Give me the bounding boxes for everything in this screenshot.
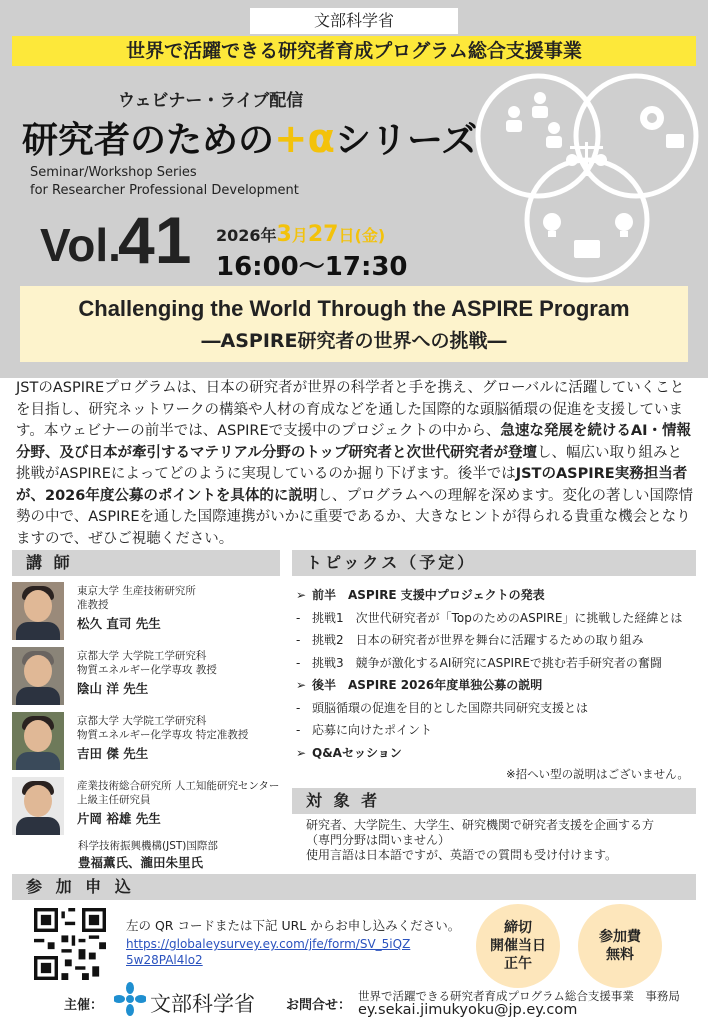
speaker-affiliation: 東京大学 生産技術研究所 准教授 <box>77 585 196 611</box>
jst-affiliation: 科学技術振興機構(JST)国際部 <box>78 840 218 852</box>
topic-item: ➢ 前半 ASPIRE 支援中プロジェクトの発表 <box>296 588 545 602</box>
contact-email[interactable]: ey.sekai.jimukyoku@jp.ey.com <box>358 1002 578 1018</box>
speaker-photo <box>12 712 64 770</box>
speaker-card <box>12 712 272 774</box>
gear-icon <box>640 106 684 148</box>
qr-code[interactable] <box>34 908 106 980</box>
speaker-card <box>12 582 272 644</box>
speaker-card <box>12 647 272 709</box>
target-line: 使用言語は日本語ですが、英語での質問も受け付けます。 <box>306 848 618 862</box>
date-month-unit: 月 <box>291 226 308 245</box>
target-line: 研究者、大学院生、大学生、研究機関で研究者支援を企画する方 <box>306 818 655 832</box>
topics-heading: トピックス（予定） <box>292 550 696 576</box>
host-name: 文部科学省 <box>150 992 255 1016</box>
deadline-badge: 締切 開催当日 正午 <box>476 904 560 988</box>
topic-item: ➢ Q&Aセッション <box>296 745 402 760</box>
speaker-photo <box>12 647 64 705</box>
event-date <box>216 222 385 247</box>
speaker-name: 松久 直司 先生 <box>77 616 161 631</box>
series-english-line1: Seminar/Workshop Series <box>30 165 197 180</box>
contact-organization: 世界で活躍できる研究者育成プログラム総合支援事業 事務局 <box>358 989 680 1003</box>
mext-logo-icon <box>114 982 146 1016</box>
speaker-photo <box>12 582 64 640</box>
series-prefix: 研究者のための <box>22 120 275 161</box>
topic-item: - 応募に向けたポイント <box>296 723 433 737</box>
chart-icon <box>574 240 600 258</box>
series-plus: +α <box>274 116 336 162</box>
jst-speakers: 豊福薫氏、瀧田朱里氏 <box>78 855 204 870</box>
intro-text-3: し、プログラムへの理解を深めます。変化の著しい国際情勢の中で、ASPIREを通した国際連携がいかに重要であるか、大きなヒントが得られる貴重な機会となりますので、ぜひご視聴ください。 <box>16 487 694 547</box>
topic-item: ➢ 後半 ASPIRE 2026年度単独公募の説明 <box>296 678 543 692</box>
series-suffix: シリーズ <box>335 120 478 161</box>
topic-item: - 頭脳循環の促進を目的とした国際共同研究支援とは <box>296 700 589 715</box>
target-audience <box>306 818 654 863</box>
registration-url-link[interactable]: https://globaleysurvey.ey.com/jfe/form/SV_5iQZ5w28PAl4lo2 <box>126 937 411 967</box>
seminar-title-box <box>20 286 688 362</box>
topic-item: - 挑戦3 競争が激化するAI研究にASPIREで挑む若手研究者の奮闘 <box>296 655 662 670</box>
registration-heading: 参 加 申 込 <box>12 874 696 900</box>
host-label: 主催： <box>64 998 104 1013</box>
fee-badge: 参加費 無料 <box>578 904 662 988</box>
date-day: 27 <box>307 222 339 247</box>
date-weekday: (金) <box>354 226 386 245</box>
date-month: 3 <box>276 222 292 247</box>
speaker-photo <box>12 777 64 835</box>
seminar-title-en: Challenging the World Through the ASPIRE Program <box>78 296 630 321</box>
vol-number: 41 <box>118 203 192 277</box>
program-banner: 世界で活躍できる研究者育成プログラム総合支援事業 <box>12 36 696 66</box>
intro-text-1: JSTのASPIREプログラムは、日本の研究者が世界の科学者と手を携え、グローバルに活躍していくことを目指し、研究ネットワークの構築や人材の育成などを通した国際的な頭脳循環の促進を支援しています。本ウェビナーの前半では、ASPIREで支援中のプロジェクトの中から、 <box>16 380 685 439</box>
registration-instruction: 左の QR コードまたは下記 URL からお申し込みください。 <box>126 918 461 933</box>
idea-icon <box>615 213 633 237</box>
intro-text-2: し、幅広い取り組みと挑戦がASPIREによってどのように実現しているのか掘り下げます。後半では <box>16 444 682 482</box>
event-time: 16:00～17:30 <box>216 252 408 282</box>
intro-bold-1: 急速な発展を続けるAI・情報分野、及び日本が牽引するマテリアル分野のトップ研究者と次世代研究者が登壇 <box>16 423 691 461</box>
people-icon <box>506 92 562 148</box>
speaker-name: 片岡 裕雄 先生 <box>77 811 161 826</box>
contact-label: お問合せ： <box>286 998 352 1013</box>
topic-item: - 挑戦2 日本の研究者が世界を舞台に活躍するための取り組み <box>296 633 644 647</box>
date-day-unit: 日 <box>338 226 355 245</box>
speaker-affiliation: 京都大学 大学院工学研究科 物質エネルギー化学専攻 教授 <box>77 650 217 676</box>
series-title <box>22 112 477 163</box>
speakers-heading: 講 師 <box>12 550 280 576</box>
speaker-name: 陰山 洋 先生 <box>77 681 149 696</box>
series-english-line2: for Researcher Professional Development <box>30 183 299 198</box>
topics-note: ※招へい型の説明はございません。 <box>506 767 689 781</box>
topic-item: - 挑戦1 次世代研究者が「TopのためのASPIRE」に挑戦した経緯とは <box>296 610 683 625</box>
lightbulb-icon <box>543 213 561 237</box>
speaker-affiliation: 京都大学 大学院工学研究科 物質エネルギー化学専攻 特定准教授 <box>77 715 249 741</box>
speaker-card <box>12 777 280 839</box>
intro-paragraph <box>16 378 696 550</box>
balance-scale-icon <box>566 142 607 176</box>
webinar-label: ウェビナー・ライブ配信 <box>118 91 304 111</box>
seminar-title-ja: ―ASPIRE研究者の世界への挑戦― <box>201 330 507 352</box>
speaker-name: 吉田 傑 先生 <box>77 746 149 761</box>
target-heading: 対 象 者 <box>292 788 696 814</box>
ministry-label: 文部科学省 <box>250 8 458 34</box>
topics-list <box>296 584 696 764</box>
vol-label: Vol. <box>40 219 121 271</box>
target-line: （専門分野は問いません） <box>306 833 451 847</box>
intro-bold-2: JSTのASPIRE実務担当者が、2026年度公募のポイントを具体的に説明 <box>16 466 688 504</box>
venn-illustration <box>470 72 702 284</box>
date-year: 2026年 <box>216 226 277 245</box>
speaker-affiliation: 産業技術総合研究所 人工知能研究センター 上級主任研究員 <box>77 780 280 806</box>
